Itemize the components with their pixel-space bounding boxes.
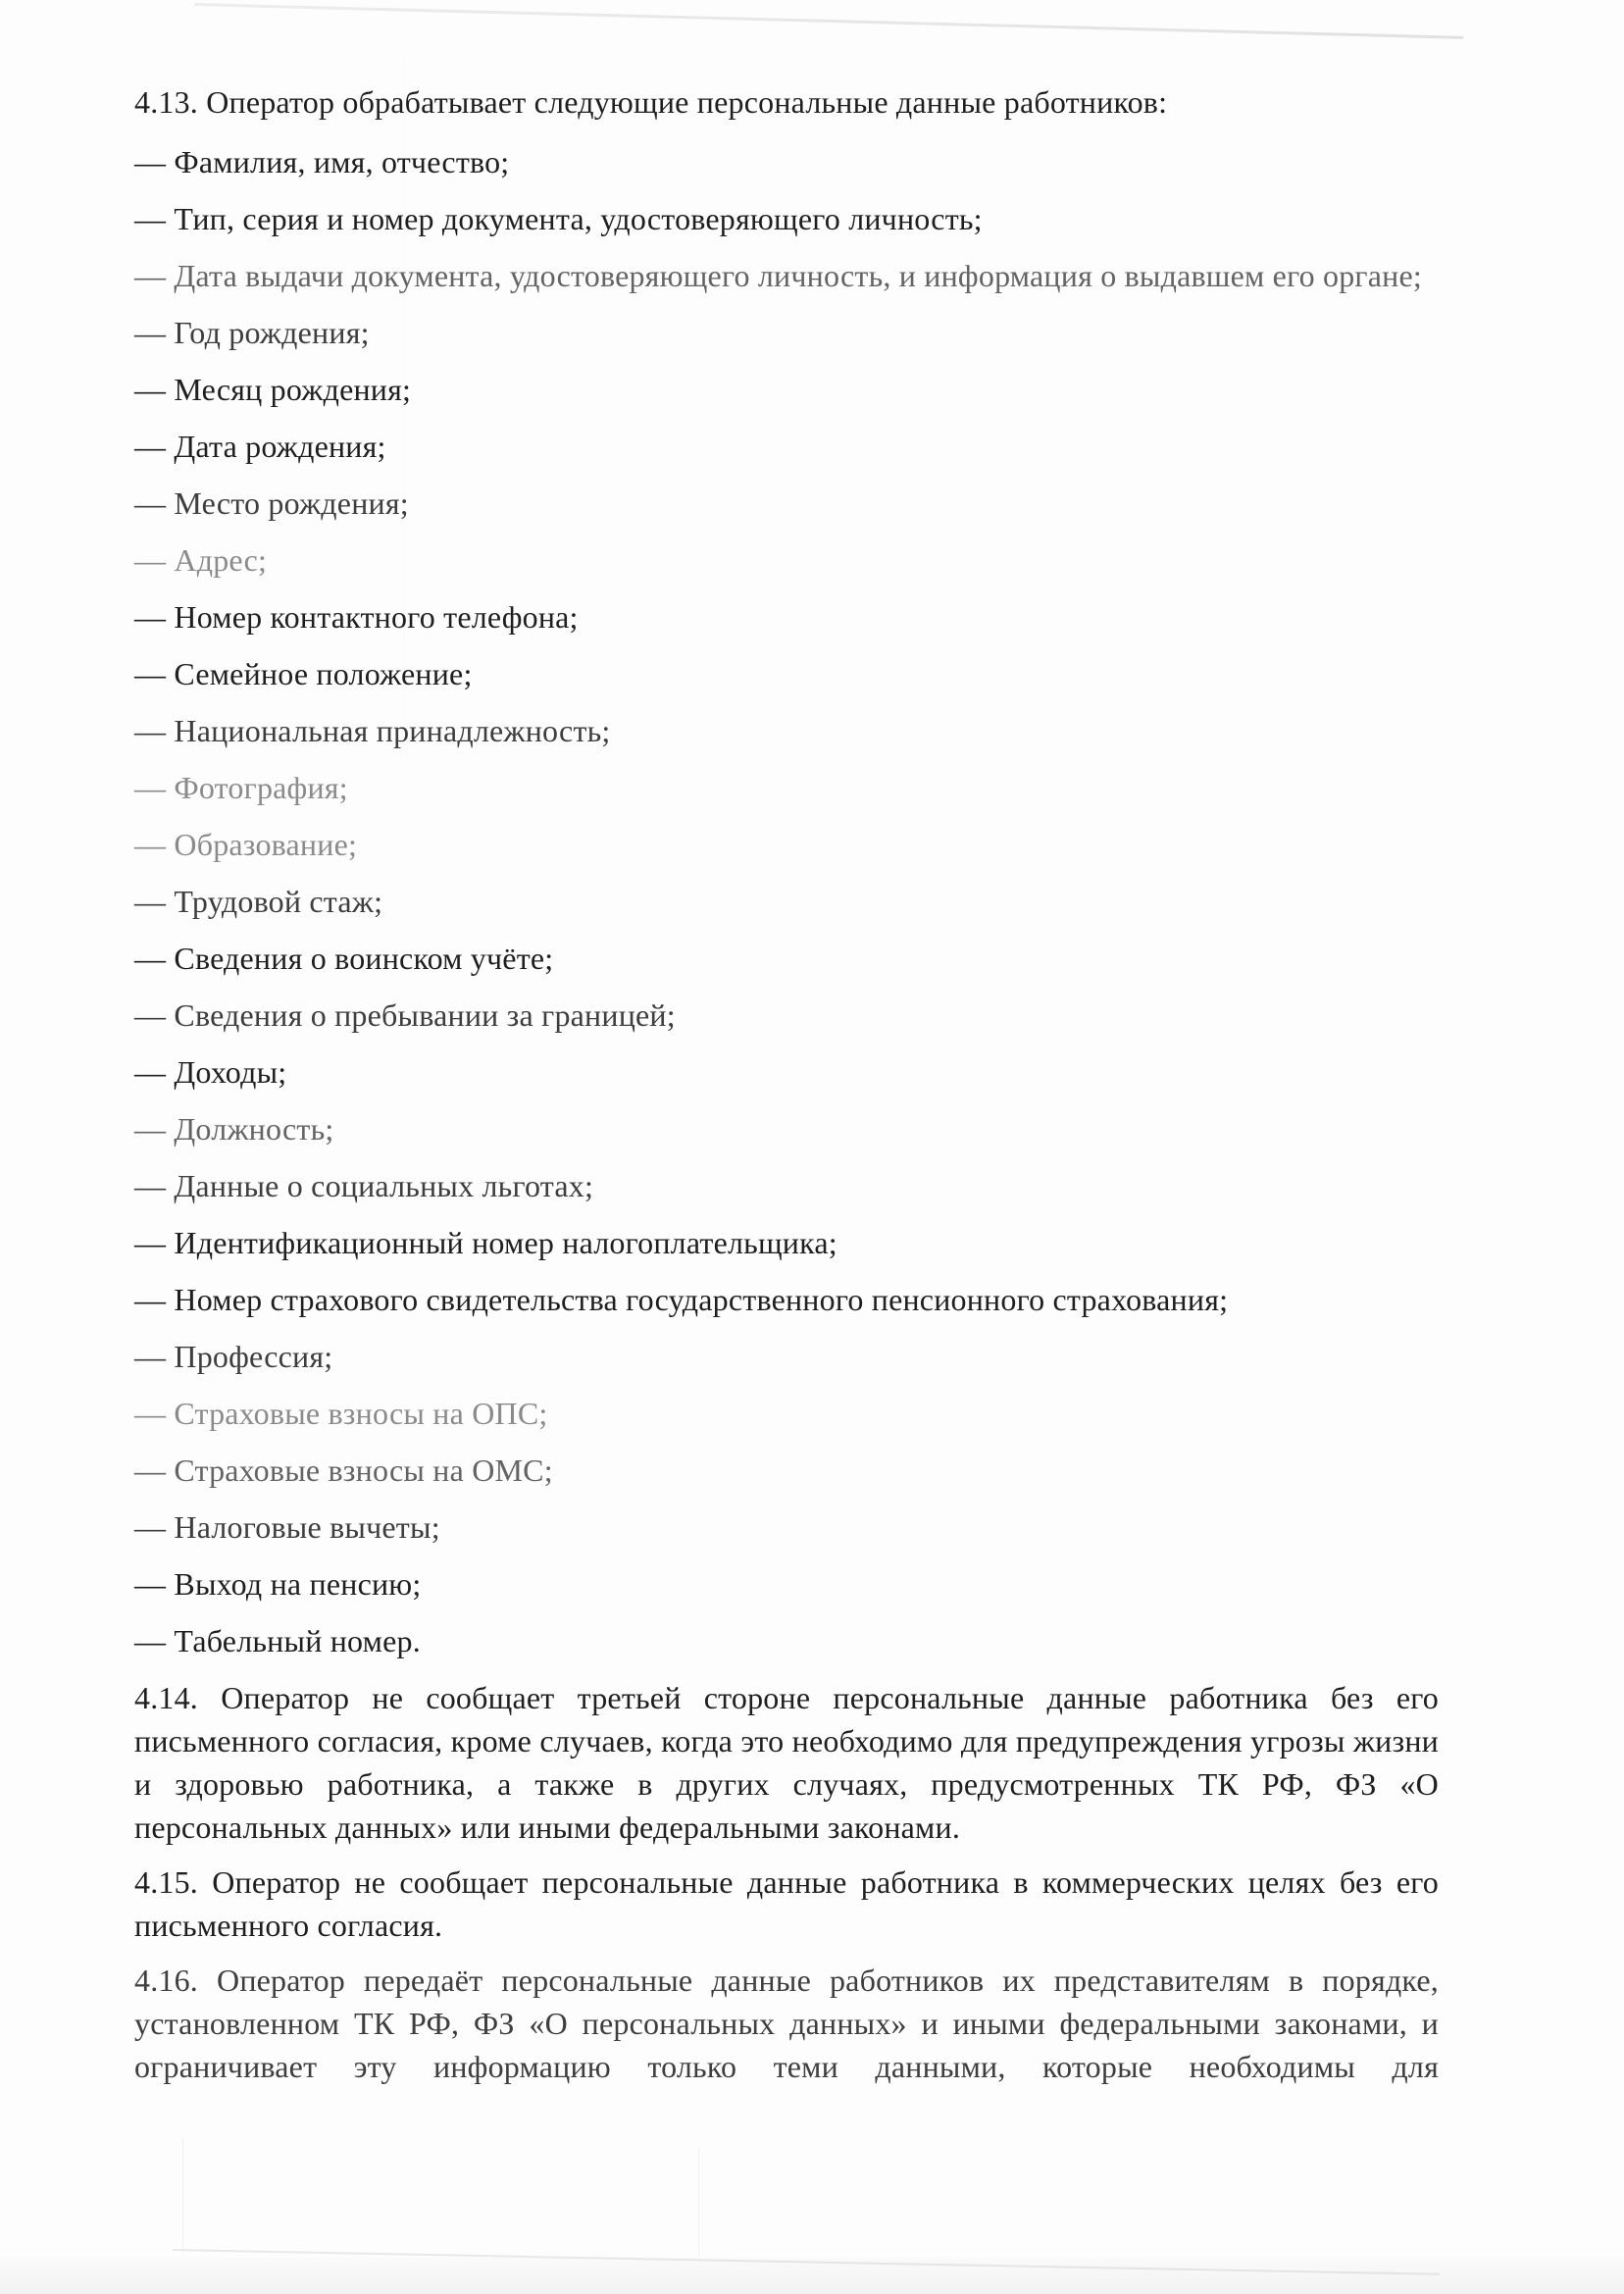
- list-item: — Образование;: [134, 827, 358, 862]
- list-item: — Фамилия, имя, отчество;: [134, 144, 510, 179]
- list-item: — Год рождения;: [134, 315, 370, 350]
- list-item: — Страховые взносы на ОПС;: [134, 1396, 548, 1431]
- document-content: [134, 80, 1439, 2100]
- list-item: — Национальная принадлежность;: [134, 713, 611, 748]
- list-item: — Номер контактного телефона;: [134, 599, 579, 635]
- personal-data-list: [134, 140, 1439, 1662]
- scan-edge-top-artifact: [194, 3, 1464, 39]
- list-item: — Трудовой стаж;: [134, 884, 383, 919]
- list-item: — Номер страхового свидетельства государственного пенсионного страхования;: [134, 1282, 1229, 1317]
- paragraph-4-15: 4.15. Оператор не сообщает персональные данные работника в коммерческих целях без его письменного согласия.: [134, 1864, 1439, 1943]
- list-item: — Дата выдачи документа, удостоверяющего личность, и информация о выдавшем его органе;: [134, 258, 1422, 293]
- list-item: — Данные о социальных льготах;: [134, 1168, 594, 1203]
- section-4-13-heading: 4.13. Оператор обрабатывает следующие персональные данные работников:: [134, 84, 1168, 120]
- list-item: — Фотография;: [134, 770, 348, 805]
- scan-streak-artifact: [182, 2138, 183, 2254]
- list-item: — Тип, серия и номер документа, удостоверяющего личность;: [134, 201, 983, 236]
- list-item: — Идентификационный номер налогоплательщика;: [134, 1225, 837, 1260]
- list-item: — Место рождения;: [134, 485, 409, 521]
- list-item: — Сведения о пребывании за границей;: [134, 997, 676, 1033]
- list-item: — Профессия;: [134, 1339, 333, 1374]
- list-item: — Адрес;: [134, 542, 268, 578]
- scan-streak-artifact: [698, 2148, 699, 2256]
- list-item: — Страховые взносы на ОМС;: [134, 1453, 553, 1488]
- list-item: — Сведения о воинском учёте;: [134, 941, 554, 976]
- list-item: — Месяц рождения;: [134, 372, 412, 407]
- list-item: — Должность;: [134, 1111, 334, 1147]
- scan-shadow-bottom-artifact: [0, 2258, 1624, 2294]
- list-item: — Выход на пенсию;: [134, 1566, 422, 1602]
- paragraph-4-14: 4.14. Оператор не сообщает третьей стороне персональные данные работника без его письменного согласия, кроме случаев, когда это необходимо для предупреждения угрозы жизни и здоровью работника, а также в других случаях, предусмотренных ТК РФ, ФЗ «О персональных данных» или иными федеральными законами.: [134, 1680, 1439, 1845]
- list-item: — Дата рождения;: [134, 429, 386, 464]
- section-paragraphs: [134, 1676, 1439, 2088]
- paragraph-4-16: 4.16. Оператор передаёт персональные данные работников их представителям в порядке, установленном ТК РФ, ФЗ «О персональных данных» и иными федеральными законами, и ограничивает эту информацию только теми данными, которые необходимы для: [134, 1963, 1439, 2084]
- list-item: — Налоговые вычеты;: [134, 1509, 440, 1545]
- list-item: — Семейное положение;: [134, 656, 473, 691]
- list-item: — Доходы;: [134, 1054, 287, 1090]
- list-item: — Табельный номер.: [134, 1623, 421, 1658]
